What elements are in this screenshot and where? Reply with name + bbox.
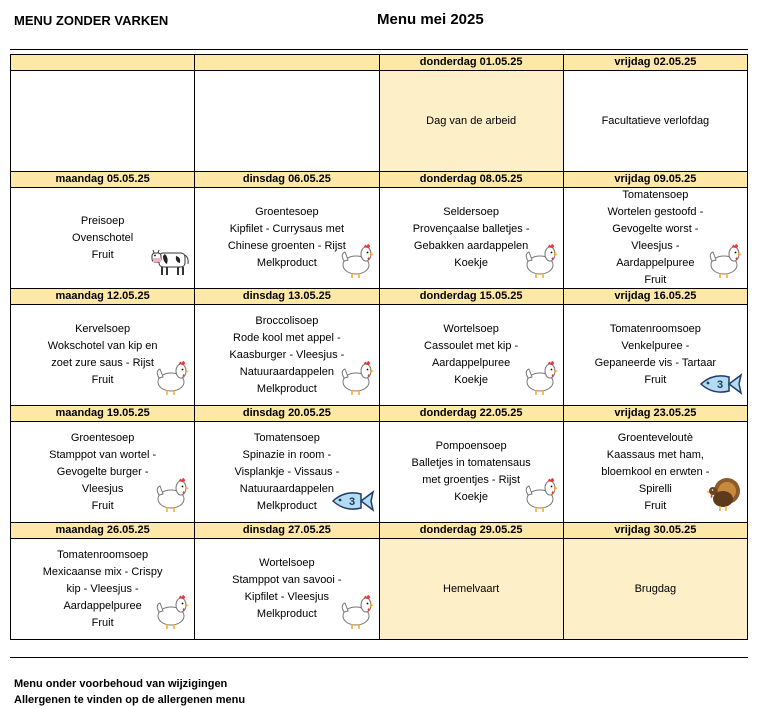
day-date-header: vrijdag 30.05.25	[564, 523, 747, 539]
day-menu-body	[195, 71, 378, 171]
day-date-header: maandag 19.05.25	[11, 406, 194, 422]
menu-line: Wortelsoep	[259, 557, 315, 569]
menu-line: Fruit	[91, 616, 114, 629]
day-cell	[11, 172, 195, 289]
menu-line: Chinese groenten - Rijst	[227, 240, 346, 252]
cow-icon	[151, 244, 191, 284]
menu-line: Stamppot van wortel -	[49, 448, 157, 461]
day-date-header: dinsdag 20.05.25	[195, 406, 378, 422]
menu-line: Rode kool met appel -	[233, 331, 341, 344]
footer-note-changes: Menu onder voorbehoud van wijzigingen	[14, 678, 228, 690]
menu-line: Groentesoep	[70, 431, 135, 444]
day-cell	[195, 55, 379, 172]
menu-line: Ovenschotel	[72, 231, 134, 244]
day-cell	[195, 172, 379, 289]
menu-line: Tomatenroomsoep	[57, 548, 149, 561]
menu-line: Vleesjus -	[631, 240, 680, 252]
menu-line: Koekje	[454, 491, 488, 503]
chicken-icon	[523, 475, 559, 519]
day-cell	[11, 55, 195, 172]
day-date-header: donderdag 08.05.25	[380, 172, 563, 188]
header-divider	[10, 49, 748, 50]
menu-line: Tomatensoep	[622, 189, 689, 201]
menu-line: Balletjes in tomatensaus	[411, 457, 531, 469]
svg-text:3: 3	[348, 496, 355, 508]
day-menu-body	[564, 422, 747, 522]
menu-line: Natuuraardappelen	[239, 482, 334, 495]
menu-line: Spinazie in room -	[242, 448, 332, 461]
chicken-icon	[523, 241, 559, 285]
svg-text:3: 3	[717, 379, 724, 391]
menu-line: Seldersoep	[443, 206, 499, 218]
day-menu-body	[564, 305, 747, 405]
menu-items	[595, 321, 716, 389]
fish-icon	[699, 372, 743, 402]
menu-line: Kaassaus met ham,	[606, 448, 704, 461]
menu-line: Vleesjus	[81, 482, 124, 495]
menu-line: Gepaneerde vis - Tartaar	[594, 357, 717, 369]
day-menu-body	[195, 539, 378, 639]
menu-line: Gevogelte burger -	[56, 465, 149, 478]
menu-line: Venkelpuree -	[621, 340, 690, 352]
day-cell	[379, 523, 563, 640]
menu-items	[49, 430, 156, 515]
menu-items	[232, 555, 341, 623]
day-date-header: donderdag 15.05.25	[380, 289, 563, 305]
menu-items	[412, 438, 531, 506]
chicken-icon	[154, 358, 190, 402]
chicken-icon	[523, 358, 559, 402]
menu-line: Fruit	[644, 374, 667, 386]
chicken-icon	[154, 592, 190, 636]
menu-line: met groentjes - Rijst	[422, 474, 521, 486]
menu-line: Broccolisoep	[255, 314, 319, 327]
chicken-icon	[707, 241, 743, 285]
day-cell	[563, 172, 747, 289]
menu-line: Tomatensoep	[253, 431, 320, 444]
menu-line: Wortelen gestoofd -	[607, 206, 704, 218]
day-cell	[11, 523, 195, 640]
menu-line: Fruit	[91, 499, 114, 512]
menu-line: Brugdag	[634, 582, 677, 595]
menu-items	[413, 204, 530, 272]
menu-items	[72, 213, 133, 264]
menu-line: Natuuraardappelen	[239, 365, 334, 378]
day-cell	[379, 289, 563, 406]
menu-line: Melkproduct	[256, 382, 317, 395]
menu-items	[635, 581, 677, 598]
day-date-header: dinsdag 06.05.25	[195, 172, 378, 188]
menu-line: Mexicaanse mix - Crispy	[42, 565, 163, 578]
day-menu-body	[564, 539, 747, 639]
day-menu-body	[11, 539, 194, 639]
day-date-header: donderdag 22.05.25	[380, 406, 563, 422]
menu-items	[426, 113, 516, 130]
day-menu-body	[380, 188, 563, 288]
fish-icon	[331, 489, 375, 519]
day-menu-body	[380, 305, 563, 405]
menu-line: Melkproduct	[256, 608, 317, 620]
day-menu-body	[11, 188, 194, 288]
menu-items	[228, 204, 346, 272]
day-date-header: vrijdag 23.05.25	[564, 406, 747, 422]
menu-items	[602, 113, 710, 130]
menu-items	[234, 430, 339, 515]
chicken-icon	[339, 358, 375, 402]
day-menu-body	[564, 71, 747, 171]
day-cell	[379, 55, 563, 172]
day-cell	[563, 523, 747, 640]
day-cell	[195, 289, 379, 406]
menu-items	[229, 313, 344, 398]
day-date-header: maandag 12.05.25	[11, 289, 194, 305]
menu-line: Aardappelpuree	[616, 257, 695, 269]
menu-line: Fruit	[644, 274, 667, 286]
day-date-header: maandag 26.05.25	[11, 523, 194, 539]
day-cell	[11, 289, 195, 406]
day-date-header: vrijdag 09.05.25	[564, 172, 747, 188]
menu-items	[424, 321, 518, 389]
week-row	[11, 172, 748, 289]
day-date-header: vrijdag 16.05.25	[564, 289, 747, 305]
day-date-header	[195, 55, 378, 71]
menu-items	[607, 187, 703, 289]
menu-line: Kipfilet - Currysaus met	[229, 223, 345, 235]
menu-line: Preisoep	[80, 214, 125, 227]
day-menu-body	[380, 539, 563, 639]
chicken-icon	[154, 475, 190, 519]
day-cell	[195, 523, 379, 640]
day-cell	[379, 172, 563, 289]
day-date-header: donderdag 29.05.25	[380, 523, 563, 539]
menu-line: Koekje	[454, 257, 488, 269]
day-cell	[563, 55, 747, 172]
menu-line: Stamppot van savooi -	[232, 574, 342, 586]
menu-line: Melkproduct	[256, 257, 317, 269]
menu-line: Kaasburger - Vleesjus -	[229, 348, 345, 361]
day-menu-body	[380, 422, 563, 522]
week-row	[11, 55, 748, 172]
menu-line: kip - Vleesjus -	[66, 582, 139, 595]
menu-line: Gebakken aardappelen	[413, 240, 529, 252]
day-date-header	[11, 55, 194, 71]
day-date-header: maandag 05.05.25	[11, 172, 194, 188]
menu-line: Aardappelpuree	[63, 599, 142, 612]
menu-line: Dag van de arbeid	[426, 114, 517, 127]
menu-line: bloemkool en erwten -	[601, 465, 710, 478]
menu-line: Gevogelte worst -	[612, 223, 699, 235]
footer-divider	[10, 657, 748, 658]
menu-line: Fruit	[91, 374, 114, 386]
day-cell	[11, 406, 195, 523]
menu-line: Pompoensoep	[435, 440, 507, 452]
day-menu-body	[564, 188, 747, 288]
menu-line: Spirelli	[638, 482, 672, 495]
day-menu-body	[11, 305, 194, 405]
menu-line: Koekje	[454, 374, 488, 386]
menu-line: Cassoulet met kip -	[424, 340, 519, 352]
chicken-icon	[339, 241, 375, 285]
day-date-header: donderdag 01.05.25	[380, 55, 563, 71]
day-cell	[563, 406, 747, 523]
menu-line: Kipfilet - Vleesjus	[244, 591, 330, 603]
day-cell	[195, 406, 379, 523]
turkey-icon	[705, 475, 743, 519]
menu-line: Provençaalse balletjes -	[412, 223, 530, 235]
menu-line: Hemelvaart	[443, 582, 500, 595]
day-date-header: dinsdag 27.05.25	[195, 523, 378, 539]
menu-items	[601, 430, 709, 515]
menu-line: Aardappelpuree	[431, 357, 511, 369]
menu-line: Wokschotel van kip en	[47, 340, 158, 352]
footer-notes	[14, 676, 245, 708]
day-cell	[563, 289, 747, 406]
day-menu-body	[195, 422, 378, 522]
day-menu-body	[11, 71, 194, 171]
week-row	[11, 523, 748, 640]
menu-line: Wortelsoep	[443, 323, 499, 335]
chicken-icon	[339, 592, 375, 636]
day-menu-body	[195, 188, 378, 288]
day-menu-body	[195, 305, 378, 405]
day-menu-body	[380, 71, 563, 171]
menu-calendar-table	[10, 54, 748, 640]
menu-line: Tomatenroomsoep	[609, 323, 701, 335]
day-cell	[379, 406, 563, 523]
day-date-header: dinsdag 13.05.25	[195, 289, 378, 305]
day-menu-body	[11, 422, 194, 522]
menu-line: Fruit	[644, 499, 667, 512]
menu-line: zoet zure saus - Rijst	[51, 357, 154, 369]
menu-items	[48, 321, 158, 389]
menu-line: Facultatieve verlofdag	[601, 114, 710, 127]
menu-items	[43, 547, 163, 632]
footer-note-allergens: Allergenen te vinden op de allergenen menu	[14, 694, 246, 706]
menu-month-title: Menu mei 2025	[377, 11, 484, 28]
week-row	[11, 406, 748, 523]
menu-line: Groenteveloutè	[617, 431, 693, 444]
menu-line: Melkproduct	[256, 499, 317, 512]
menu-items	[443, 581, 499, 598]
menu-line: Groentesoep	[255, 206, 319, 218]
menu-line: Visplankje - Vissaus -	[234, 465, 340, 478]
menu-line: Kervelsoep	[75, 323, 131, 335]
week-row	[11, 289, 748, 406]
menu-line: Fruit	[91, 248, 114, 261]
menu-variant-title: MENU ZONDER VARKEN	[14, 13, 169, 28]
day-date-header: vrijdag 02.05.25	[564, 55, 747, 71]
